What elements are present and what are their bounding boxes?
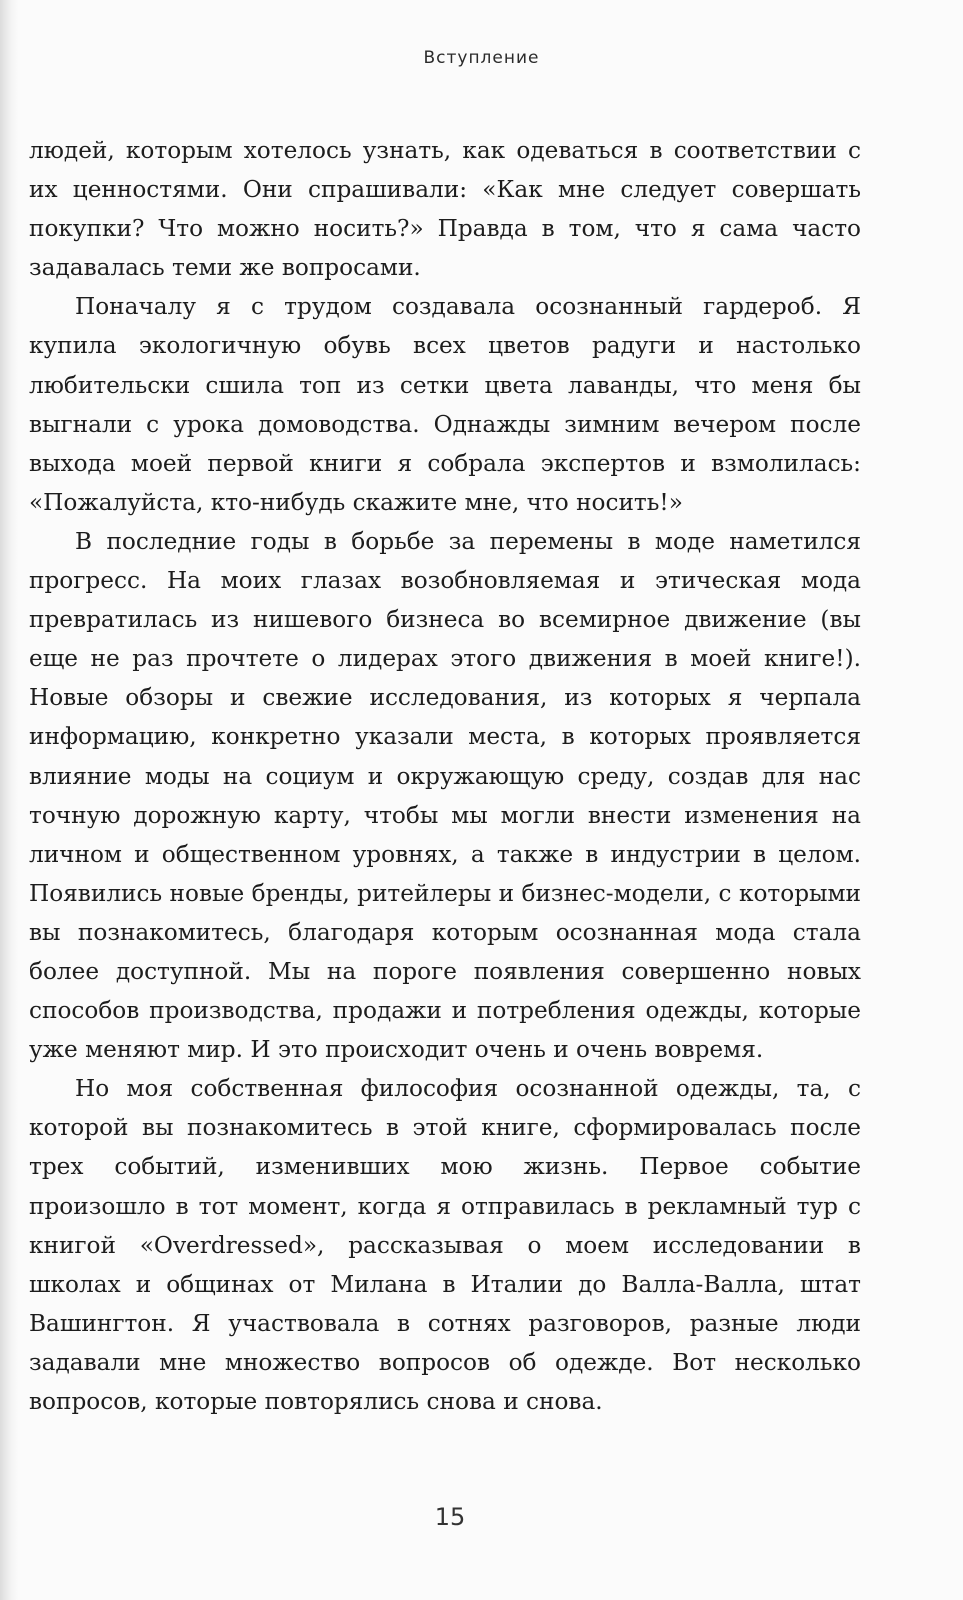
page-binding-shadow — [0, 0, 18, 1600]
paragraph: В последние годы в борьбе за перемены в моде наметился прогресс. На моих глазах возобновляемая и этическая мода превратилась из нишевого бизнеса во всемирное движение (вы еще не раз прочтете о лидерах этого движения в моей книге!). Новые обзоры и свежие исследования, из которых я черпала информацию, конкретно указали места, в которых проявляется влияние моды на социум и окружающую среду, создав для нас точную дорожную карту, чтобы мы могли внести изменения на личном и общественном уровнях, а также в индустрии в целом. Появились новые бренды, ритейлеры и бизнес-модели, с которыми вы познакомитесь, благодаря которым осознанная мода стала более доступной. Мы на пороге появления совершенно новых способов производства, продажи и потребления одежды, которые уже меняют мир. И это происходит очень и очень вовремя. — [29, 527, 861, 1064]
body-text — [29, 131, 861, 1421]
paragraph: Поначалу я с трудом создавала осознанный гардероб. Я купила экологичную обувь всех цветов радуги и настолько любительски сшила топ из сетки цвета лаванды, что меня бы выгнали с урока домоводства. Однажды зимним вечером после выхода моей первой книги я собрала экспертов и взмолилась: «Пожалуйста, кто-нибудь скажите мне, что носить!» — [29, 293, 861, 516]
running-header: Вступление — [423, 48, 540, 68]
page-number: 15 — [434, 1503, 466, 1531]
paragraph: Но моя собственная философия осознанной одежды, та, с которой вы познакомитесь в этой книге, сформировалась после трех событий, изменивших мою жизнь. Первое событие произошло в тот момент, когда я отправилась в рекламный тур с книгой «Overdressed», рассказывая о моем исследовании в школах и общинах от Милана в Италии до Валла-Валла, штат Вашингтон. Я участвовала в сотнях разговоров, разные люди задавали мне множество вопросов об одежде. Вот несколько вопросов, которые повторялись снова и снова. — [29, 1075, 861, 1415]
paragraph-continuation: людей, которым хотелось узнать, как одеваться в соответствии с их ценностями. Они спрашивали: «Как мне следует совершать покупки? Что можно носить?» Правда в том, что я сама часто задавалась теми же вопросами. — [29, 137, 861, 282]
